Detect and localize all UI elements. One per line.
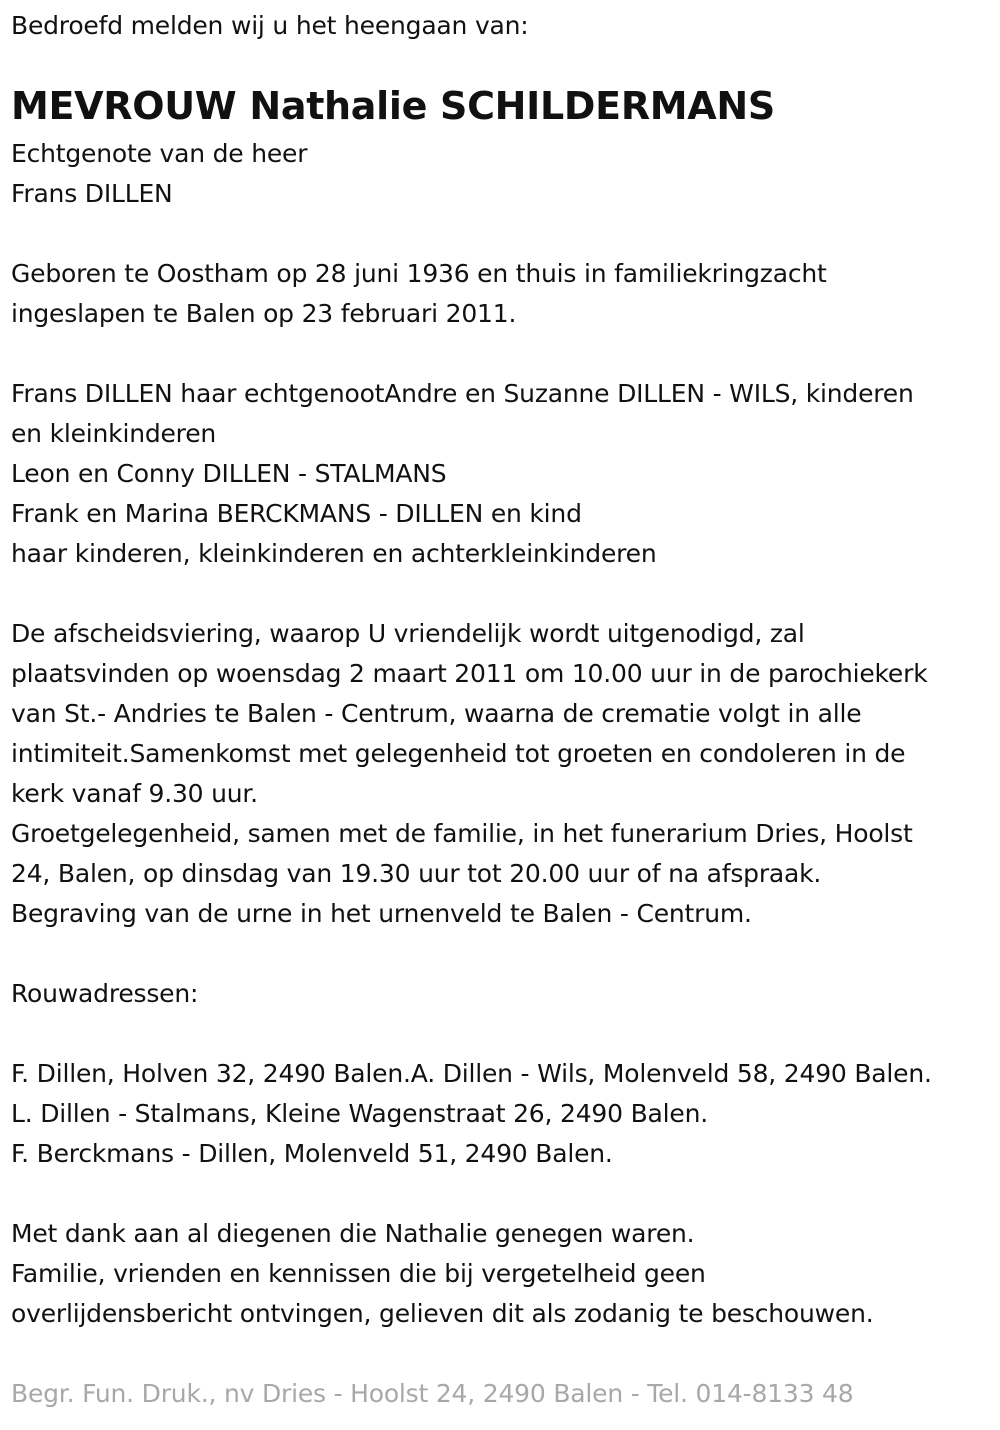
thanks-section	[11, 1214, 874, 1334]
ceremony-line: van St.- Andries te Balen - Centrum, waarna de crematie volgt in alle	[11, 699, 862, 728]
address-line: L. Dillen - Stalmans, Kleine Wagenstraat 26, 2490 Balen.	[11, 1099, 708, 1128]
ceremony-line: De afscheidsviering, waarop U vriendelijk wordt uitgenodigd, zal	[11, 619, 805, 648]
spouse-section	[11, 134, 307, 214]
birth-death-section	[11, 254, 827, 334]
deceased-name: MEVROUW Nathalie SCHILDERMANS	[11, 84, 775, 128]
birth-death-line: ingeslapen te Balen op 23 februari 2011.	[11, 299, 517, 328]
ceremony-line: Groetgelegenheid, samen met de familie, in het funerarium Dries, Hoolst	[11, 819, 913, 848]
addresses-section	[11, 1054, 932, 1174]
addresses-heading: Rouwadressen:	[11, 979, 199, 1008]
spouse-line: Echtgenote van de heer	[11, 139, 308, 168]
addresses-heading-section	[11, 974, 198, 1014]
ceremony-line: kerk vanaf 9.30 uur.	[11, 779, 258, 808]
birth-death-line: Geboren te Oostham op 28 juni 1936 en thuis in familiekringzacht	[11, 259, 827, 288]
thanks-line: overlijdensbericht ontvingen, gelieven dit als zodanig te beschouwen.	[11, 1299, 874, 1328]
thanks-line: Met dank aan al diegenen die Nathalie genegen waren.	[11, 1219, 695, 1248]
ceremony-line: 24, Balen, op dinsdag van 19.30 uur tot 20.00 uur of na afspraak.	[11, 859, 822, 888]
family-line: haar kinderen, kleinkinderen en achterkleinkinderen	[11, 539, 657, 568]
ceremony-section	[11, 614, 927, 934]
ceremony-line: Begraving van de urne in het urnenveld te Balen - Centrum.	[11, 899, 752, 928]
family-section	[11, 374, 914, 574]
address-line: F. Berckmans - Dillen, Molenveld 51, 2490 Balen.	[11, 1139, 613, 1168]
thanks-line: Familie, vrienden en kennissen die bij vergetelheid geen	[11, 1259, 706, 1288]
spouse-line: Frans DILLEN	[11, 179, 173, 208]
family-line: Frank en Marina BERCKMANS - DILLEN en kind	[11, 499, 582, 528]
ceremony-line: intimiteit.Samenkomst met gelegenheid tot groeten en condoleren in de	[11, 739, 906, 768]
family-line: en kleinkinderen	[11, 419, 217, 448]
printer-footer: Begr. Fun. Druk., nv Dries - Hoolst 24, 2490 Balen - Tel. 014-8133 48	[11, 1379, 854, 1408]
family-line: Leon en Conny DILLEN - STALMANS	[11, 459, 447, 488]
footer-section	[11, 1374, 853, 1414]
intro-text: Bedroefd melden wij u het heengaan van:	[11, 11, 529, 40]
family-line: Frans DILLEN haar echtgenootAndre en Suzanne DILLEN - WILS, kinderen	[11, 379, 914, 408]
address-line: F. Dillen, Holven 32, 2490 Balen.A. Dillen - Wils, Molenveld 58, 2490 Balen.	[11, 1059, 932, 1088]
ceremony-line: plaatsvinden op woensdag 2 maart 2011 om 10.00 uur in de parochiekerk	[11, 659, 928, 688]
